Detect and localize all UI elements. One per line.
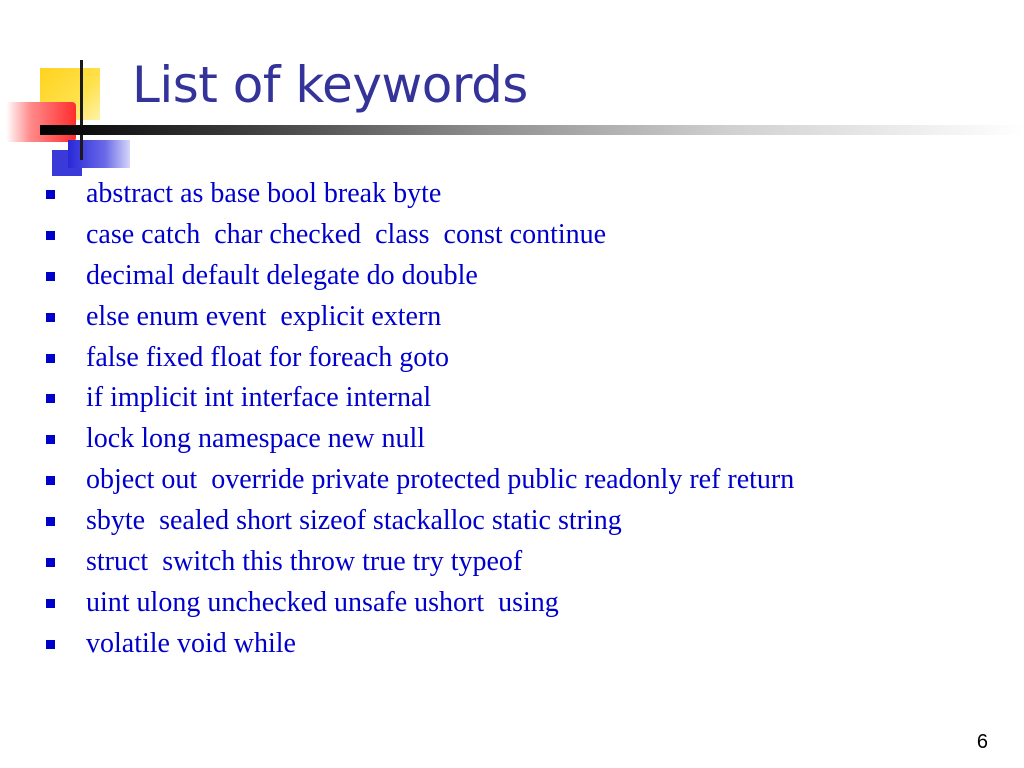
- list-item: [46, 338, 794, 379]
- keyword-line: lock long namespace new null: [86, 423, 426, 455]
- bullet-square-icon: [46, 354, 55, 363]
- keyword-line: false fixed float for foreach goto: [86, 341, 450, 373]
- list-item: [46, 419, 794, 460]
- bullet-square-icon: [46, 435, 55, 444]
- keyword-line: else enum event explicit extern: [86, 300, 442, 332]
- list-item: [46, 174, 794, 215]
- list-item: [46, 215, 794, 256]
- list-item: [46, 624, 794, 665]
- list-item: [46, 297, 794, 338]
- bullet-square-icon: [46, 558, 55, 567]
- bullet-square-icon: [46, 313, 55, 322]
- slide-title: List of keywords: [132, 56, 528, 114]
- logo-vertical-line: [80, 60, 83, 160]
- keyword-line: sbyte sealed short sizeof stackalloc static string: [86, 505, 622, 537]
- bullet-square-icon: [46, 517, 55, 526]
- page-number: 6: [976, 731, 988, 753]
- list-item: [46, 583, 794, 624]
- bullet-square-icon: [46, 394, 55, 403]
- list-item: [46, 542, 794, 583]
- bullet-square-icon: [46, 272, 55, 281]
- bullet-square-icon: [46, 231, 55, 240]
- keyword-line: uint ulong unchecked unsafe ushort using: [86, 586, 559, 618]
- keyword-line: object out override private protected public readonly ref return: [86, 464, 795, 496]
- bullet-square-icon: [46, 190, 55, 199]
- title-underline-rule: [40, 125, 1024, 135]
- keyword-line: abstract as base bool break byte: [86, 178, 442, 209]
- keyword-line: struct switch this throw true try typeof: [86, 546, 523, 578]
- list-item: [46, 378, 794, 419]
- keyword-line: decimal default delegate do double: [86, 259, 478, 291]
- bullet-square-icon: [46, 599, 55, 608]
- list-item: [46, 501, 794, 542]
- list-item: [46, 256, 794, 297]
- keyword-list: [46, 174, 794, 665]
- bullet-square-icon: [46, 476, 55, 485]
- list-item: [46, 460, 794, 501]
- keyword-line: if implicit int interface internal: [86, 382, 432, 414]
- logo-blue-square: [68, 140, 130, 168]
- keyword-line: volatile void while: [86, 627, 296, 659]
- slide-logo-decoration: [0, 60, 140, 170]
- keyword-line: case catch char checked class const continue: [86, 218, 607, 250]
- logo-red-square: [6, 102, 76, 142]
- bullet-square-icon: [46, 640, 55, 649]
